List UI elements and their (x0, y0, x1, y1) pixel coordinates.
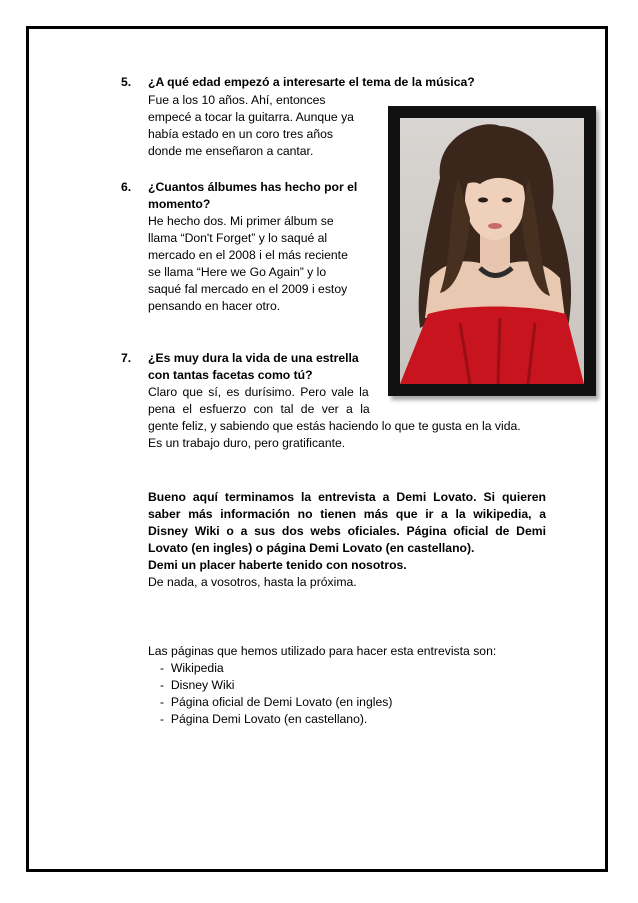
q7-question-line: ¿Es muy dura la vida de una estrella (148, 351, 359, 365)
source-label: Página Demi Lovato (en castellano). (170, 712, 368, 726)
q5-question: ¿A qué edad empezó a interesarte el tema de la música? (148, 75, 475, 89)
q7-question-line: con tantas facetas como tú? (148, 368, 313, 382)
q5-answer-line: había estado en un coro tres años (148, 127, 333, 141)
q6-answer-line: pensando en hacer otro. (148, 299, 281, 313)
source-label: Disney Wiki (170, 678, 235, 692)
q6-question-line: momento? (148, 197, 211, 211)
closing-reply: De nada, a vosotros, hasta la próxima. (148, 575, 357, 589)
q6-number: 6. (121, 180, 132, 194)
source-label: Wikipedia (170, 661, 224, 675)
closing-line: saber más información no tienen más que ir a la wikipedia, a (148, 507, 546, 521)
portrait-photo (400, 118, 584, 384)
q6-answer-line: He hecho dos. Mi primer álbum se (148, 214, 334, 228)
q7-answer-line: pena el esfuerzo con tal de ver a la (148, 402, 370, 416)
closing-line: Bueno aquí terminamos la entrevista a Demi Lovato. Si quieren (148, 490, 546, 504)
q7-answer-line: Es un trabajo duro, pero gratificante. (148, 436, 346, 450)
q6-answer-line: llama “Don't Forget” y lo saqué al (148, 231, 328, 245)
q6-answer-line: saqué fal mercado en el 2009 i estoy (148, 282, 348, 296)
closing-line: Disney Wiki o a sus dos webs oficiales. Página oficial de Demi (148, 524, 546, 538)
q6-question-line: ¿Cuantos álbumes has hecho por el (148, 180, 358, 194)
q5-answer-line: empecé a tocar la guitarra. Aunque ya (148, 110, 354, 124)
list-item: - Wikipedia (160, 661, 224, 675)
q5-number: 5. (121, 75, 132, 89)
closing-line: Lovato (en ingles) o página Demi Lovato (en castellano). (148, 541, 475, 555)
q7-number: 7. (121, 351, 132, 365)
list-item: - Disney Wiki (160, 678, 235, 692)
q7-answer-line: gente feliz, y sabiendo que estás haciendo lo que te gusta en la vida. (148, 419, 521, 433)
list-item: - Página Demi Lovato (en castellano). (160, 712, 368, 726)
source-label: Página oficial de Demi Lovato (en ingles) (170, 695, 393, 709)
closing-farewell: Demi un placer haberte tenido con nosotros. (148, 558, 407, 572)
q6-answer-line: se llama “Here we Go Again” y lo (148, 265, 327, 279)
q7-answer-line: Claro que sí, es durísimo. Pero vale la (148, 385, 369, 399)
q5-answer-line: donde me enseñaron a cantar. (148, 144, 314, 158)
list-item: - Página oficial de Demi Lovato (en ingles) (160, 695, 393, 709)
portrait-photo-frame (388, 106, 596, 396)
q5-answer-line: Fue a los 10 años. Ahí, entonces (148, 93, 326, 107)
portrait-illustration (400, 118, 584, 384)
sources-intro: Las páginas que hemos utilizado para hacer esta entrevista son: (148, 644, 497, 658)
q6-answer-line: mercado en el 2008 i el más reciente (148, 248, 348, 262)
